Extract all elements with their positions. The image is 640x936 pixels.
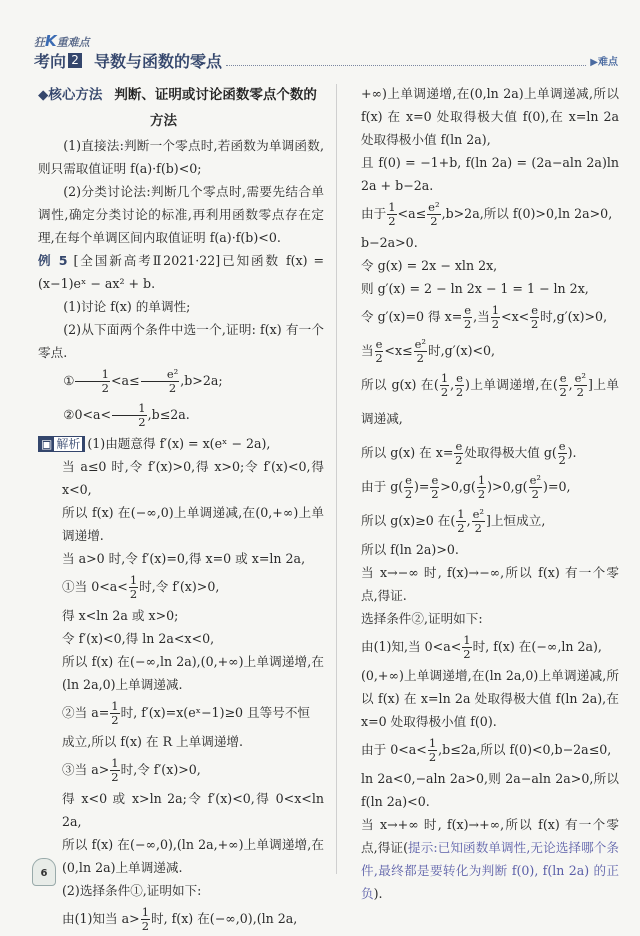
text-run: (2)选择条件①,证明如下: — [62, 883, 202, 898]
text-run: (1)讨论 f(x) 的单调性; — [63, 299, 191, 314]
text-run: ②0<a< — [63, 407, 112, 422]
text-run: ). — [373, 886, 383, 901]
denominator: 2 — [388, 214, 396, 228]
text-run: 由(1)知,当 0<a< — [361, 639, 462, 654]
text-run: 所以 f(x) 在(−∞,ln 2a),(0,+∞)上单调递增,在(ln 2a,0)上单调递减. — [62, 654, 324, 692]
text-run: ②当 a= — [62, 705, 110, 720]
numerator: 1 — [129, 573, 138, 587]
column-divider — [336, 84, 337, 874]
text-paragraph — [38, 295, 324, 318]
denominator: 2 — [457, 521, 465, 535]
text-paragraph — [361, 538, 619, 561]
denominator: 2 — [455, 385, 464, 399]
text-paragraph — [38, 696, 324, 730]
numerator: 1 — [440, 371, 449, 385]
text-run: 得 x<0 或 x>ln 2a;令 f′(x)<0,得 0<x<ln 2a, — [62, 791, 324, 829]
text-run: 由于 — [361, 206, 387, 221]
fraction — [455, 372, 464, 399]
text-run: 当 a>0 时,令 f′(x)=0,得 x=0 或 x=ln 2a, — [62, 551, 306, 566]
denominator: 2 — [530, 317, 539, 331]
text-run: , — [466, 513, 471, 528]
text-run: 选择条件②,证明如下: — [361, 611, 483, 626]
text-run: [全国新高考Ⅱ2021·22]已知函数 f(x) = (x−1)eˣ − ax² + b. — [38, 253, 324, 291]
text-run: ). — [567, 445, 577, 460]
text-run: b−2a>0. — [361, 235, 418, 250]
text-paragraph — [38, 547, 324, 570]
text-run: (2)从下面两个条件中选一个,证明: f(x) 有一个零点. — [38, 322, 324, 360]
text-paragraph — [38, 570, 324, 604]
text-paragraph — [38, 455, 324, 501]
right-content — [361, 82, 619, 905]
text-paragraph — [361, 300, 619, 334]
text-run: ①当 0<a< — [62, 579, 128, 594]
fraction — [404, 474, 413, 501]
text-run: 时,令 f′(x)>0, — [139, 579, 220, 594]
text-run: 所以 g(x)≥0 在( — [361, 513, 456, 528]
left-content — [38, 134, 324, 936]
fraction — [454, 440, 463, 467]
text-paragraph — [361, 436, 619, 470]
text-run: )>0,g( — [487, 479, 528, 494]
fraction — [75, 368, 110, 395]
text-paragraph — [361, 504, 619, 538]
fraction — [427, 201, 440, 228]
denominator: 2 — [463, 647, 471, 661]
fraction — [110, 700, 119, 727]
text-paragraph — [38, 879, 324, 902]
text-paragraph — [38, 730, 324, 753]
text-run: )=0, — [543, 479, 571, 494]
text-paragraph — [38, 398, 324, 432]
text-paragraph — [38, 134, 324, 180]
text-run: 令 f′(x)<0,得 ln 2a<x<0, — [62, 631, 215, 646]
denominator: 2 — [416, 351, 424, 365]
denominator: 2 — [111, 770, 119, 784]
text-paragraph — [361, 151, 619, 197]
text-run: 由于 0<a< — [361, 742, 427, 757]
denominator: 2 — [129, 587, 138, 601]
text-run: <a≤ — [111, 373, 140, 388]
numerator: e² — [414, 337, 427, 351]
fraction — [430, 474, 439, 501]
numerator: 1 — [111, 756, 119, 770]
text-run: , — [450, 377, 455, 392]
numerator: e — [559, 371, 567, 385]
numerator: 1 — [491, 303, 500, 317]
text-run: 所以 f(ln 2a)>0. — [361, 542, 459, 557]
numerator: e — [405, 473, 412, 487]
fraction — [462, 634, 471, 661]
text-run: >0,g( — [440, 479, 476, 494]
text-run: 令 g′(x)=0 得 x= — [361, 309, 463, 324]
text-run: 当 a≤0 时,令 f′(x)>0,得 x>0;令 f′(x)<0,得 x<0, — [62, 459, 324, 497]
solution-badge — [38, 436, 85, 452]
text-paragraph — [38, 902, 324, 936]
denominator: 2 — [111, 713, 119, 727]
text-run: 所以 g(x) 在 x= — [361, 445, 454, 460]
text-run: ,当 — [473, 309, 490, 324]
denominator: 2 — [559, 385, 567, 399]
fraction — [558, 440, 567, 467]
text-paragraph — [38, 650, 324, 696]
numerator: 1 — [428, 736, 437, 750]
text-paragraph — [38, 787, 324, 833]
fraction — [530, 304, 539, 331]
fraction — [491, 304, 500, 331]
fraction — [141, 368, 180, 395]
text-run: 则 g′(x) = 2 − ln 2x − 1 = 1 − ln 2x, — [361, 281, 589, 296]
numerator: 1 — [112, 402, 147, 416]
fraction — [574, 372, 587, 399]
fraction — [141, 906, 150, 933]
text-run: 时,g′(x)>0, — [540, 309, 608, 324]
text-run: ]上单调递减, — [361, 377, 619, 426]
text-paragraph — [361, 470, 619, 504]
denominator: 2 — [440, 385, 449, 399]
numerator: e — [456, 371, 463, 385]
text-run: (1)由题意得 f′(x) = x(eˣ − 2a), — [87, 436, 271, 451]
denominator: 2 — [101, 381, 109, 395]
numerator: 1 — [388, 200, 396, 214]
text-run: (0,+∞)上单调递增,在(ln 2a,0)上单调递减,所以 f(x) 在 x=ln 2a 处取得极大值 f(ln 2a),在 x=0 处取得极小值 f(0). — [361, 668, 619, 729]
text-paragraph — [361, 197, 619, 231]
method-heading-cont: 方法 — [150, 113, 177, 129]
fraction — [472, 508, 485, 535]
text-run: 时,令 f′(x)>0, — [120, 762, 201, 777]
denominator: 2 — [168, 381, 177, 395]
text-paragraph — [361, 561, 619, 607]
numerator: 1 — [75, 368, 110, 382]
text-run: ln 2a<0,−aln 2a>0,则 2a−aln 2a>0,所以 f(ln 2a)<0. — [361, 771, 619, 809]
text-run: ,b≤2a,所以 f(0)<0,b−2a≤0, — [438, 742, 612, 757]
text-run: <a≤ — [397, 206, 427, 221]
text-run: 时, f(x) 在(−∞,0),(ln 2a, — [151, 911, 298, 926]
fraction — [477, 474, 486, 501]
fraction — [387, 201, 396, 228]
text-paragraph — [361, 82, 619, 151]
fraction — [440, 372, 449, 399]
denominator: 2 — [375, 351, 383, 365]
right-column — [361, 82, 619, 905]
denominator: 2 — [430, 214, 438, 228]
text-paragraph — [38, 627, 324, 650]
text-paragraph — [38, 833, 324, 879]
text-run: , — [568, 377, 573, 392]
text-paragraph — [38, 753, 324, 787]
topic-header — [34, 48, 618, 72]
numerator: e — [455, 439, 463, 453]
text-run: )上单调递增,在( — [464, 377, 558, 392]
denominator: 2 — [431, 487, 439, 501]
text-paragraph — [361, 231, 619, 254]
topic-number: 2 — [68, 53, 82, 68]
text-paragraph — [361, 277, 619, 300]
text-run: 且 f(0) = −1+b, f(ln 2a) = (2a−aln 2a)ln 2a + b−2a. — [361, 155, 619, 193]
text-paragraph — [38, 318, 324, 364]
numerator: 1 — [477, 473, 486, 487]
numerator: e² — [428, 200, 440, 214]
text-run: 成立,所以 f(x) 在 R 上单调递增. — [62, 734, 244, 749]
hint-text: 提示:已知函数单调性,无论选择哪个条件,最终都是要转化为判断 f(0), f(ln 2a) 的正负 — [361, 840, 619, 901]
denominator: 2 — [141, 919, 150, 933]
denominator: 2 — [558, 453, 566, 467]
text-paragraph — [361, 767, 619, 813]
topic-title: 导数与函数的零点 — [94, 51, 223, 71]
text-run: <x< — [501, 309, 530, 324]
denominator: 2 — [576, 385, 584, 399]
text-run: <x≤ — [384, 343, 413, 358]
numerator: e — [375, 337, 383, 351]
text-run: 所以 g(x) 在( — [361, 377, 439, 392]
denominator: 2 — [464, 317, 472, 331]
text-paragraph — [38, 432, 324, 455]
text-run: +∞)上单调递增,在(0,ln 2a)上单调递减,所以 f(x) 在 x=0 处取得极大值 f(0),在 x=ln 2a 处取得极小值 f(ln 2a), — [361, 86, 619, 147]
text-run: ]上恒成立, — [486, 513, 546, 528]
text-run: (1)直接法:判断一个零点时,若函数为单调函数,则只需取值证明 f(a)·f(b)<0; — [38, 138, 324, 176]
series-logo: 狂K重难点 — [34, 32, 90, 50]
text-paragraph — [38, 604, 324, 627]
text-run: 当 x→−∞ 时, f(x)→−∞,所以 f(x) 有一个零点,得证. — [361, 565, 619, 603]
numerator: e — [531, 303, 539, 317]
fraction — [463, 304, 472, 331]
text-run: (2)分类讨论法:判断几个零点时,需要先结合单调性,确定分类讨论的标准,再利用函数零点存在定理,在每个单调区间内取值证明 f(a)·f(b)<0. — [38, 184, 324, 245]
text-run: ,b≤2a. — [147, 407, 190, 422]
denominator: 2 — [428, 750, 437, 764]
denominator: 2 — [491, 317, 500, 331]
text-run: )= — [413, 479, 430, 494]
page-number: 6 — [32, 858, 56, 886]
text-paragraph — [361, 607, 619, 630]
text-run: 所以 f(x) 在(−∞,0)上单调递减,在(0,+∞)上单调递增. — [62, 505, 324, 543]
fraction — [375, 338, 384, 365]
topic-label: 考向 — [34, 51, 67, 71]
numerator: 1 — [457, 507, 465, 521]
fraction — [110, 757, 119, 784]
denominator: 2 — [531, 487, 539, 501]
numerator: e — [431, 473, 439, 487]
numerator: e — [464, 303, 472, 317]
text-run: 得 x<ln 2a 或 x>0; — [62, 608, 179, 623]
numerator: e — [558, 439, 566, 453]
denominator: 2 — [477, 487, 486, 501]
text-paragraph — [38, 501, 324, 547]
text-paragraph — [361, 733, 619, 767]
numerator: 1 — [463, 633, 471, 647]
solution-badge-label: 解析 — [56, 437, 81, 451]
text-run: 当 x→+∞ 时, f(x)→+∞,所以 f(x) 有一个零点,得证( — [361, 817, 619, 855]
text-paragraph — [361, 334, 619, 368]
text-run: ③当 a> — [62, 762, 110, 777]
difficulty-tag: ▶难点 — [590, 56, 618, 68]
numerator: e² — [574, 371, 587, 385]
text-run: 时, f′(x)=x(eˣ−1)≥0 且等号不恒 — [120, 705, 311, 720]
text-run: 由于 g( — [361, 479, 404, 494]
fraction — [559, 372, 568, 399]
fraction — [428, 737, 437, 764]
text-run: 处取得极大值 g( — [464, 445, 557, 460]
example-label: 例 5 — [38, 253, 68, 268]
text-paragraph — [361, 254, 619, 277]
numerator: 1 — [141, 905, 150, 919]
text-run: 当 — [361, 343, 374, 358]
text-run: ,b>2a,所以 f(0)>0,ln 2a>0, — [441, 206, 613, 221]
text-run: 时,g′(x)<0, — [428, 343, 496, 358]
text-run: ,b>2a; — [180, 373, 223, 388]
fraction — [529, 474, 542, 501]
numerator: e² — [141, 368, 180, 382]
text-paragraph — [361, 664, 619, 733]
left-column — [38, 82, 324, 936]
method-heading: ◆核心方法 判断、证明或讨论函数零点个数的 — [38, 87, 317, 103]
lock-icon: ▣ — [41, 437, 53, 451]
fraction — [112, 402, 147, 429]
text-run: 所以 f(x) 在(−∞,0),(ln 2a,+∞)上单调递增,在(0,ln 2a)上单调递减. — [62, 837, 324, 875]
numerator: e² — [529, 473, 542, 487]
denominator: 2 — [138, 415, 146, 429]
denominator: 2 — [455, 453, 463, 467]
text-run: 令 g(x) = 2x − xln 2x, — [361, 258, 498, 273]
text-run: 时, f(x) 在(−∞,ln 2a), — [472, 639, 602, 654]
text-run: ① — [63, 373, 75, 388]
denominator: 2 — [404, 487, 413, 501]
text-paragraph — [38, 249, 324, 295]
text-paragraph — [361, 368, 619, 436]
fraction — [456, 508, 465, 535]
text-paragraph — [361, 630, 619, 664]
text-paragraph — [38, 364, 324, 398]
denominator: 2 — [474, 521, 482, 535]
text-run: 由(1)知当 a> — [62, 911, 140, 926]
dotted-leader — [226, 55, 586, 66]
fraction — [129, 574, 138, 601]
fraction — [414, 338, 427, 365]
text-paragraph — [38, 180, 324, 249]
text-paragraph — [361, 813, 619, 905]
numerator: 1 — [111, 699, 119, 713]
numerator: e² — [472, 507, 485, 521]
